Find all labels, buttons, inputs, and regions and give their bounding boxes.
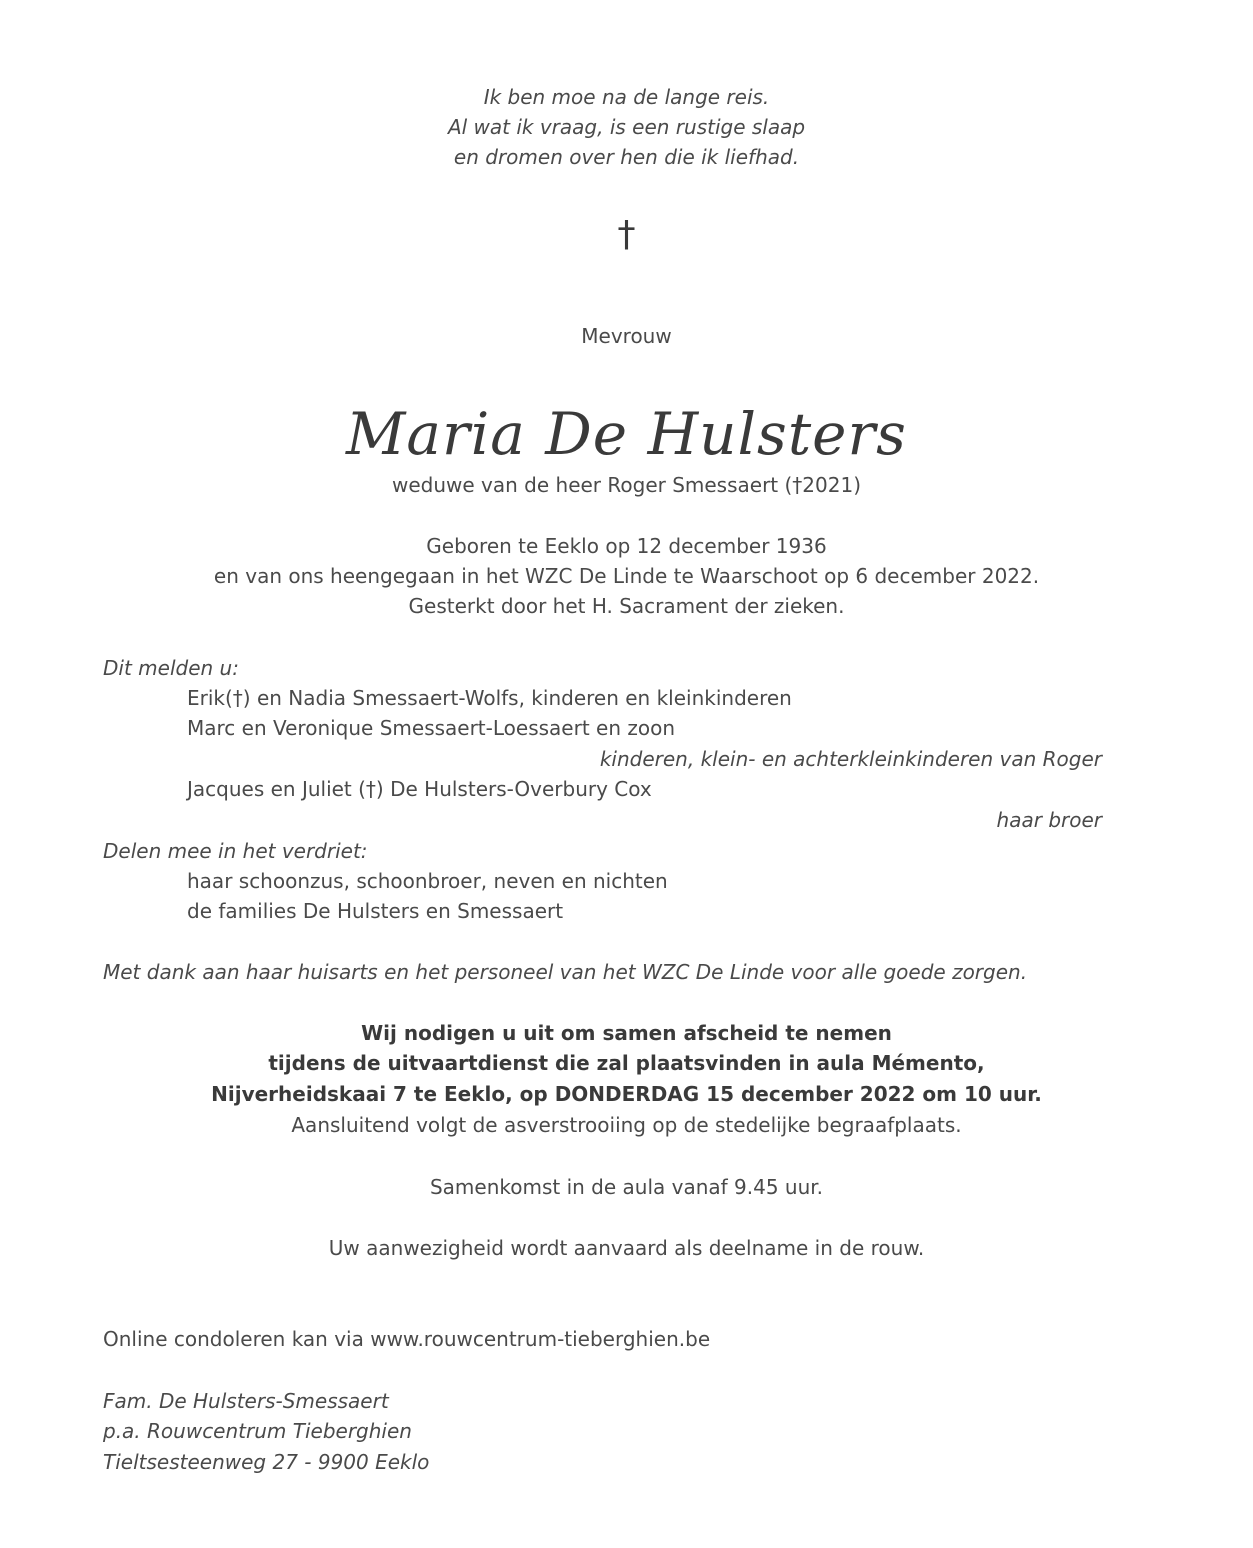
honorific-title: Mevrouw [581,324,672,348]
poem-line-3: en dromen over hen die ik liefhad. [453,145,800,169]
poem-line-2: Al wat ik vraag, is een rustige slaap [447,115,806,139]
presence-line: Uw aanwezigheid wordt aanvaard als deelname in de rouw. [328,1236,925,1260]
sharing-line-1: haar schoonzus, schoonbroer, neven en nichten [187,869,668,893]
online-condolence: Online condoleren kan via www.rouwcentrum-tieberghien.be [103,1327,711,1351]
cross-icon: † [617,214,636,255]
sharing-line-2: de families De Hulsters en Smessaert [187,899,564,923]
invitation-line-4: Aansluitend volgt de asverstrooiing op de stedelijke begraafplaats. [291,1113,962,1137]
announcer-line-3: Jacques en Juliet (†) De Hulsters-Overbury Cox [187,777,652,801]
thanks-line: Met dank aan haar huisarts en het personeel van het WZC De Linde voor alle goede zorgen. [103,960,1028,984]
announcer-line-2: Marc en Veronique Smessaert-Loessaert en zoon [187,716,676,740]
invitation-line-3: Nijverheidskaai 7 te Eeklo, op DONDERDAG 15 december 2022 om 10 uur. [211,1082,1042,1106]
announcer-note-2: haar broer [996,808,1102,832]
announcer-line-1: Erik(†) en Nadia Smessaert-Wolfs, kinderen en kleinkinderen [187,686,792,710]
spouse-note: weduwe van de heer Roger Smessaert (†2021) [391,473,862,497]
contact-line-2: p.a. Rouwcentrum Tieberghien [103,1419,412,1443]
announcers-heading: Dit melden u: [103,656,239,680]
contact-line-3: Tieltsesteenweg 27 - 9900 Eeklo [103,1450,430,1474]
announcer-note-1: kinderen, klein- en achterkleinkinderen van Roger [599,747,1102,771]
deceased-name: Maria De Hulsters [346,400,907,468]
death-line: en van ons heengegaan in het WZC De Linde te Waarschoot op 6 december 2022. [213,564,1040,588]
contact-line-1: Fam. De Hulsters-Smessaert [103,1389,389,1413]
birth-line: Geboren te Eeklo op 12 december 1936 [426,534,827,558]
sacrament-line: Gesterkt door het H. Sacrament der zieken. [408,594,845,618]
invitation-line-1: Wij nodigen u uit om samen afscheid te nemen [361,1021,892,1045]
invitation-line-2: tijdens de uitvaartdienst die zal plaatsvinden in aula Mémento, [268,1051,985,1075]
sharing-heading: Delen mee in het verdriet: [103,839,368,863]
gathering-line: Samenkomst in de aula vanaf 9.45 uur. [429,1175,824,1199]
poem-line-1: Ik ben moe na de lange reis. [483,85,770,109]
